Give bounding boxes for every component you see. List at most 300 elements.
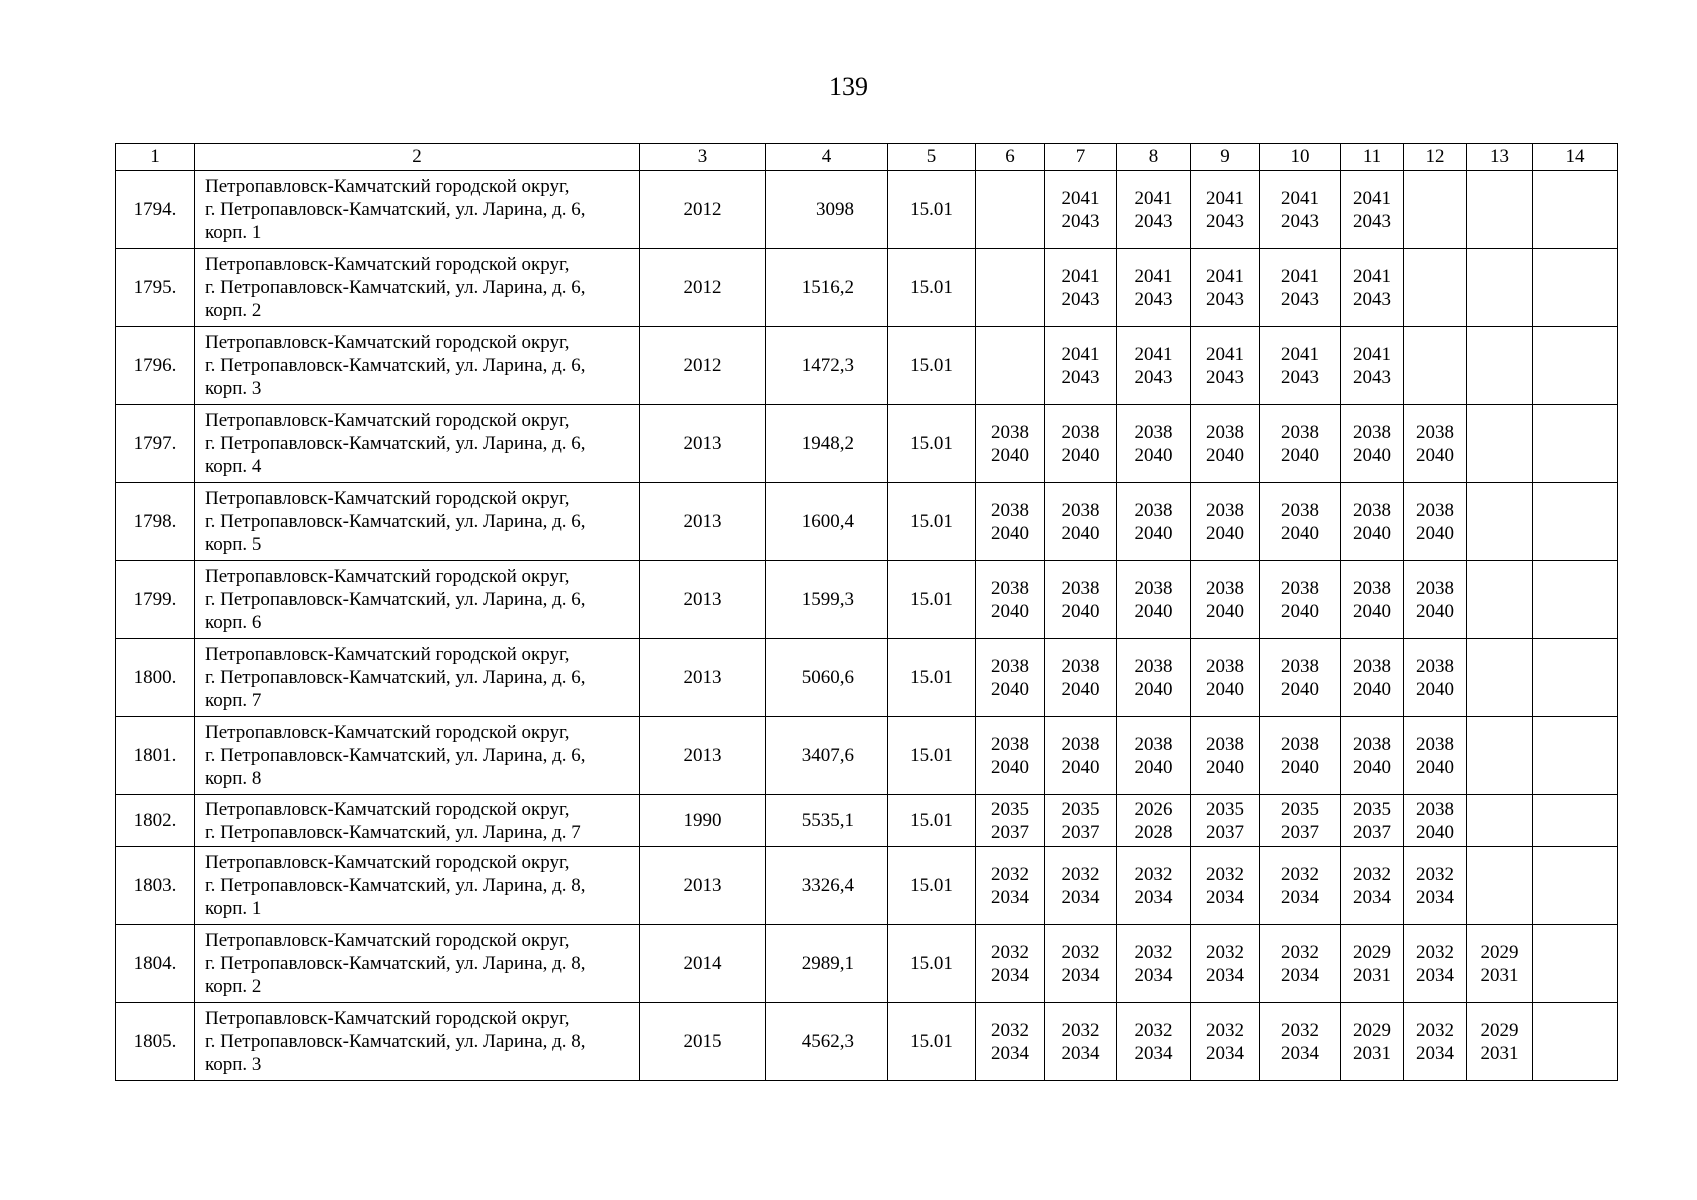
period-cell	[976, 925, 1045, 1003]
address-line: Петропавловск-Камчатский городской округ,	[205, 722, 570, 743]
period-cell	[1341, 171, 1404, 249]
period-start-year: 2032	[1206, 863, 1244, 885]
address-line: г. Петропавловск-Камчатский, ул. Ларина, д. 8,	[205, 1031, 586, 1052]
period-end-year: 2043	[1353, 366, 1391, 388]
address-line: г. Петропавловск-Камчатский, ул. Ларина, д. 7	[205, 821, 581, 843]
period-end-year: 2040	[991, 522, 1029, 544]
period-end-year: 2043	[1134, 366, 1173, 388]
period-end-year: 2043	[1061, 366, 1100, 388]
period-cell	[1533, 717, 1618, 795]
address-line: Петропавловск-Камчатский городской округ,	[205, 566, 570, 587]
period-start-year: 2038	[991, 421, 1029, 443]
code-cell: 15.01	[888, 405, 976, 483]
address-cell	[195, 327, 640, 405]
period-start-year: 2038	[1206, 655, 1244, 677]
area-cell: 1599,3	[766, 561, 888, 639]
address-line: Петропавловск-Камчатский городской округ,	[205, 254, 570, 275]
row-number-cell: 1797.	[116, 405, 195, 483]
address-line: корп. 2	[205, 300, 262, 321]
period-cell	[1191, 717, 1260, 795]
address-line: г. Петропавловск-Камчатский, ул. Ларина, д. 8,	[205, 875, 586, 896]
period-cell	[1341, 1003, 1404, 1081]
address-line: г. Петропавловск-Камчатский, ул. Ларина, д. 6,	[205, 277, 586, 298]
period-end-year: 2037	[1061, 821, 1100, 843]
column-header: 7	[1045, 144, 1117, 171]
table-row	[116, 483, 1618, 561]
period-end-year: 2040	[1416, 600, 1454, 622]
table-row	[116, 327, 1618, 405]
period-cell	[1260, 795, 1341, 847]
table-row	[116, 717, 1618, 795]
period-end-year: 2040	[1061, 678, 1100, 700]
column-header: 5	[888, 144, 976, 171]
period-end-year: 2040	[1206, 756, 1244, 778]
area-cell: 5535,1	[766, 795, 888, 847]
table-row	[116, 847, 1618, 925]
period-cell	[1533, 483, 1618, 561]
period-cell	[1341, 249, 1404, 327]
period-cell	[1467, 717, 1533, 795]
period-start-year: 2038	[1061, 733, 1100, 755]
address-line: корп. 4	[205, 456, 262, 477]
period-end-year: 2040	[1416, 522, 1454, 544]
period-cell	[1191, 483, 1260, 561]
period-cell	[976, 249, 1045, 327]
code-cell: 15.01	[888, 925, 976, 1003]
period-cell	[1404, 639, 1467, 717]
capital-repair-table	[115, 143, 1618, 1081]
period-start-year: 2038	[1134, 421, 1173, 443]
table-row	[116, 1003, 1618, 1081]
column-header: 2	[195, 144, 640, 171]
period-cell	[1117, 1003, 1191, 1081]
period-cell	[1045, 327, 1117, 405]
period-cell	[1404, 847, 1467, 925]
period-end-year: 2040	[1206, 444, 1244, 466]
period-start-year: 2041	[1061, 343, 1100, 365]
period-cell	[1533, 847, 1618, 925]
period-cell	[1191, 847, 1260, 925]
year-built-cell: 2012	[640, 327, 766, 405]
year-built-cell: 2013	[640, 561, 766, 639]
period-end-year: 2040	[1134, 444, 1173, 466]
period-start-year: 2032	[1134, 941, 1173, 963]
address-line: г. Петропавловск-Камчатский, ул. Ларина, д. 6,	[205, 589, 586, 610]
period-end-year: 2040	[1061, 444, 1100, 466]
period-cell	[1260, 171, 1341, 249]
period-cell	[1045, 405, 1117, 483]
period-start-year: 2038	[1353, 421, 1391, 443]
area-cell: 5060,6	[766, 639, 888, 717]
period-start-year: 2038	[1134, 655, 1173, 677]
period-end-year: 2034	[991, 886, 1029, 908]
period-start-year: 2041	[1353, 187, 1391, 209]
period-start-year: 2038	[1281, 577, 1319, 599]
row-number-cell: 1803.	[116, 847, 195, 925]
period-start-year: 2032	[1416, 941, 1454, 963]
column-header: 8	[1117, 144, 1191, 171]
page-number: 139	[829, 72, 868, 101]
period-end-year: 2037	[1281, 821, 1319, 843]
address-line: корп. 1	[205, 898, 262, 919]
address-line: г. Петропавловск-Камчатский, ул. Ларина, д. 6,	[205, 667, 586, 688]
period-start-year: 2038	[1416, 798, 1454, 820]
period-end-year: 2034	[1353, 886, 1391, 908]
column-header: 1	[116, 144, 195, 171]
period-end-year: 2043	[1134, 288, 1173, 310]
table-row	[116, 561, 1618, 639]
period-start-year: 2038	[991, 499, 1029, 521]
period-start-year: 2038	[1416, 421, 1454, 443]
period-end-year: 2040	[1206, 600, 1244, 622]
period-start-year: 2038	[1061, 499, 1100, 521]
period-end-year: 2034	[1281, 1042, 1319, 1064]
period-start-year: 2038	[1061, 421, 1100, 443]
period-cell	[1404, 1003, 1467, 1081]
period-cell	[1117, 249, 1191, 327]
period-end-year: 2034	[991, 964, 1029, 986]
period-end-year: 2040	[991, 600, 1029, 622]
period-cell	[1467, 327, 1533, 405]
period-start-year: 2041	[1281, 343, 1319, 365]
address-line: корп. 8	[205, 768, 262, 789]
header-row	[116, 144, 1618, 171]
period-cell	[1404, 483, 1467, 561]
period-end-year: 2043	[1281, 210, 1319, 232]
period-start-year: 2032	[1416, 1019, 1454, 1041]
period-end-year: 2040	[1281, 444, 1319, 466]
period-cell	[1260, 1003, 1341, 1081]
address-cell	[195, 847, 640, 925]
period-start-year: 2029	[1353, 941, 1391, 963]
code-cell: 15.01	[888, 561, 976, 639]
period-cell	[1117, 795, 1191, 847]
period-start-year: 2038	[1281, 655, 1319, 677]
period-start-year: 2029	[1480, 1019, 1519, 1041]
table-row	[116, 925, 1618, 1003]
period-end-year: 2037	[1206, 821, 1244, 843]
period-cell	[976, 639, 1045, 717]
table-row	[116, 249, 1618, 327]
period-cell	[1341, 639, 1404, 717]
period-end-year: 2034	[991, 1042, 1029, 1064]
address-line: Петропавловск-Камчатский городской округ,	[205, 410, 570, 431]
period-start-year: 2035	[1206, 798, 1244, 820]
period-end-year: 2040	[1416, 444, 1454, 466]
year-built-cell: 2015	[640, 1003, 766, 1081]
period-cell	[1045, 925, 1117, 1003]
period-end-year: 2040	[1281, 756, 1319, 778]
period-cell	[1404, 327, 1467, 405]
period-end-year: 2043	[1281, 288, 1319, 310]
period-start-year: 2038	[1206, 499, 1244, 521]
address-line: Петропавловск-Камчатский городской округ,	[205, 332, 570, 353]
period-cell	[1117, 639, 1191, 717]
year-built-cell: 2013	[640, 847, 766, 925]
period-start-year: 2038	[1061, 655, 1100, 677]
period-cell	[1341, 561, 1404, 639]
period-cell	[1260, 561, 1341, 639]
period-end-year: 2040	[1134, 522, 1173, 544]
period-start-year: 2032	[1281, 941, 1319, 963]
address-line: Петропавловск-Камчатский городской округ,	[205, 1008, 570, 1029]
period-end-year: 2034	[1134, 964, 1173, 986]
period-end-year: 2034	[1206, 1042, 1244, 1064]
period-end-year: 2034	[1134, 886, 1173, 908]
period-start-year: 2032	[1353, 863, 1391, 885]
period-end-year: 2043	[1061, 288, 1100, 310]
code-cell: 15.01	[888, 483, 976, 561]
period-end-year: 2040	[1134, 756, 1173, 778]
period-cell	[1117, 405, 1191, 483]
period-end-year: 2040	[1134, 678, 1173, 700]
period-end-year: 2040	[1416, 756, 1454, 778]
address-line: Петропавловск-Камчатский городской округ,	[205, 852, 570, 873]
period-cell	[1191, 561, 1260, 639]
column-header: 4	[766, 144, 888, 171]
period-end-year: 2034	[1281, 886, 1319, 908]
period-start-year: 2038	[1416, 577, 1454, 599]
period-cell	[1533, 171, 1618, 249]
period-cell	[1533, 925, 1618, 1003]
period-cell	[1191, 327, 1260, 405]
period-cell	[1260, 405, 1341, 483]
period-cell	[1341, 405, 1404, 483]
row-number-cell: 1796.	[116, 327, 195, 405]
address-line: корп. 3	[205, 1054, 262, 1075]
period-cell	[1404, 249, 1467, 327]
period-end-year: 2034	[1061, 1042, 1100, 1064]
period-cell	[1533, 795, 1618, 847]
address-cell	[195, 171, 640, 249]
address-cell	[195, 405, 640, 483]
period-end-year: 2040	[991, 444, 1029, 466]
period-start-year: 2041	[1281, 265, 1319, 287]
period-end-year: 2034	[1061, 886, 1100, 908]
column-header: 11	[1341, 144, 1404, 171]
year-built-cell: 2012	[640, 249, 766, 327]
period-start-year: 2038	[1206, 421, 1244, 443]
period-start-year: 2041	[1061, 187, 1100, 209]
period-cell	[976, 327, 1045, 405]
address-line: Петропавловск-Камчатский городской округ,	[205, 176, 570, 197]
period-start-year: 2041	[1134, 265, 1173, 287]
period-cell	[1404, 717, 1467, 795]
period-end-year: 2040	[991, 756, 1029, 778]
period-start-year: 2032	[1281, 863, 1319, 885]
period-cell	[1191, 795, 1260, 847]
period-start-year: 2041	[1353, 343, 1391, 365]
period-start-year: 2038	[1206, 577, 1244, 599]
address-line: г. Петропавловск-Камчатский, ул. Ларина, д. 6,	[205, 511, 586, 532]
period-cell	[1341, 717, 1404, 795]
period-cell	[1045, 847, 1117, 925]
period-start-year: 2035	[1061, 798, 1100, 820]
period-cell	[1045, 249, 1117, 327]
period-start-year: 2041	[1206, 343, 1244, 365]
period-start-year: 2038	[991, 577, 1029, 599]
period-end-year: 2034	[1134, 1042, 1173, 1064]
period-start-year: 2038	[1281, 733, 1319, 755]
column-header: 9	[1191, 144, 1260, 171]
table-row	[116, 171, 1618, 249]
period-cell	[1467, 925, 1533, 1003]
area-cell: 1600,4	[766, 483, 888, 561]
area-cell: 1948,2	[766, 405, 888, 483]
column-header: 12	[1404, 144, 1467, 171]
period-start-year: 2041	[1061, 265, 1100, 287]
period-end-year: 2034	[1206, 964, 1244, 986]
code-cell: 15.01	[888, 171, 976, 249]
column-header: 10	[1260, 144, 1341, 171]
period-end-year: 2043	[1134, 210, 1173, 232]
period-start-year: 2032	[1281, 1019, 1319, 1041]
period-start-year: 2041	[1353, 265, 1391, 287]
period-cell	[1467, 639, 1533, 717]
period-end-year: 2031	[1353, 1042, 1391, 1064]
address-line: Петропавловск-Камчатский городской округ,	[205, 798, 570, 820]
period-cell	[1533, 1003, 1618, 1081]
address-line: корп. 1	[205, 222, 262, 243]
period-cell	[1117, 847, 1191, 925]
period-cell	[1467, 249, 1533, 327]
period-end-year: 2034	[1281, 964, 1319, 986]
year-built-cell: 2013	[640, 639, 766, 717]
period-cell	[1045, 1003, 1117, 1081]
period-start-year: 2038	[1353, 655, 1391, 677]
period-cell	[1117, 925, 1191, 1003]
row-number-cell: 1804.	[116, 925, 195, 1003]
row-number-cell: 1799.	[116, 561, 195, 639]
period-cell	[1341, 847, 1404, 925]
period-cell	[1260, 847, 1341, 925]
period-cell	[1404, 795, 1467, 847]
row-number-cell: 1805.	[116, 1003, 195, 1081]
period-end-year: 2031	[1480, 1042, 1519, 1064]
period-cell	[1533, 327, 1618, 405]
period-cell	[1467, 171, 1533, 249]
period-start-year: 2038	[1353, 499, 1391, 521]
period-cell	[1404, 171, 1467, 249]
period-end-year: 2031	[1480, 964, 1519, 986]
period-start-year: 2032	[1206, 941, 1244, 963]
period-start-year: 2041	[1206, 187, 1244, 209]
code-cell: 15.01	[888, 639, 976, 717]
period-cell	[976, 717, 1045, 795]
row-number-cell: 1798.	[116, 483, 195, 561]
code-cell: 15.01	[888, 249, 976, 327]
address-line: Петропавловск-Камчатский городской округ,	[205, 930, 570, 951]
address-cell	[195, 639, 640, 717]
code-cell: 15.01	[888, 327, 976, 405]
period-end-year: 2040	[1061, 600, 1100, 622]
address-line: корп. 6	[205, 612, 262, 633]
address-line: корп. 2	[205, 976, 262, 997]
period-end-year: 2034	[1206, 886, 1244, 908]
period-start-year: 2038	[1206, 733, 1244, 755]
table-body	[116, 171, 1618, 1081]
address-cell	[195, 925, 640, 1003]
column-header: 6	[976, 144, 1045, 171]
period-cell	[1260, 327, 1341, 405]
column-header: 14	[1533, 144, 1618, 171]
period-start-year: 2029	[1480, 941, 1519, 963]
period-end-year: 2040	[1134, 600, 1173, 622]
period-cell	[1260, 483, 1341, 561]
period-cell	[1045, 171, 1117, 249]
period-end-year: 2043	[1206, 366, 1244, 388]
period-cell	[1467, 1003, 1533, 1081]
row-number-cell: 1800.	[116, 639, 195, 717]
period-cell	[1341, 483, 1404, 561]
period-cell	[1533, 249, 1618, 327]
column-header: 13	[1467, 144, 1533, 171]
address-line: г. Петропавловск-Камчатский, ул. Ларина, д. 6,	[205, 199, 586, 220]
period-end-year: 2043	[1353, 288, 1391, 310]
period-end-year: 2040	[991, 678, 1029, 700]
period-end-year: 2028	[1134, 821, 1173, 843]
table-row	[116, 405, 1618, 483]
period-cell	[976, 171, 1045, 249]
year-built-cell: 2014	[640, 925, 766, 1003]
period-start-year: 2038	[1416, 499, 1454, 521]
address-line: г. Петропавловск-Камчатский, ул. Ларина, д. 6,	[205, 355, 586, 376]
period-cell	[1260, 639, 1341, 717]
period-cell	[1117, 561, 1191, 639]
period-start-year: 2032	[991, 1019, 1029, 1041]
year-built-cell: 2012	[640, 171, 766, 249]
address-cell	[195, 561, 640, 639]
period-cell	[1533, 405, 1618, 483]
period-end-year: 2040	[1206, 678, 1244, 700]
period-start-year: 2041	[1134, 187, 1173, 209]
row-number-cell: 1794.	[116, 171, 195, 249]
period-end-year: 2034	[1416, 886, 1454, 908]
period-cell	[1260, 717, 1341, 795]
area-cell: 3326,4	[766, 847, 888, 925]
address-line: корп. 7	[205, 690, 262, 711]
period-end-year: 2040	[1353, 444, 1391, 466]
period-end-year: 2031	[1353, 964, 1391, 986]
period-start-year: 2032	[1061, 863, 1100, 885]
period-start-year: 2032	[991, 863, 1029, 885]
period-cell	[1533, 561, 1618, 639]
period-end-year: 2040	[1353, 678, 1391, 700]
period-start-year: 2032	[1061, 941, 1100, 963]
period-cell	[976, 483, 1045, 561]
period-start-year: 2041	[1134, 343, 1173, 365]
period-end-year: 2037	[1353, 821, 1391, 843]
period-start-year: 2035	[1281, 798, 1319, 820]
address-cell	[195, 795, 640, 847]
address-line: корп. 3	[205, 378, 262, 399]
period-cell	[1117, 171, 1191, 249]
address-line: корп. 5	[205, 534, 262, 555]
period-start-year: 2038	[1416, 733, 1454, 755]
period-start-year: 2038	[1134, 499, 1173, 521]
period-start-year: 2041	[1281, 187, 1319, 209]
period-start-year: 2038	[991, 733, 1029, 755]
address-line: Петропавловск-Камчатский городской округ,	[205, 488, 570, 509]
row-number-cell: 1795.	[116, 249, 195, 327]
year-built-cell: 2013	[640, 405, 766, 483]
period-cell	[976, 795, 1045, 847]
period-cell	[976, 1003, 1045, 1081]
period-cell	[1191, 1003, 1260, 1081]
period-cell	[1467, 483, 1533, 561]
period-start-year: 2038	[1134, 733, 1173, 755]
period-start-year: 2038	[1353, 733, 1391, 755]
